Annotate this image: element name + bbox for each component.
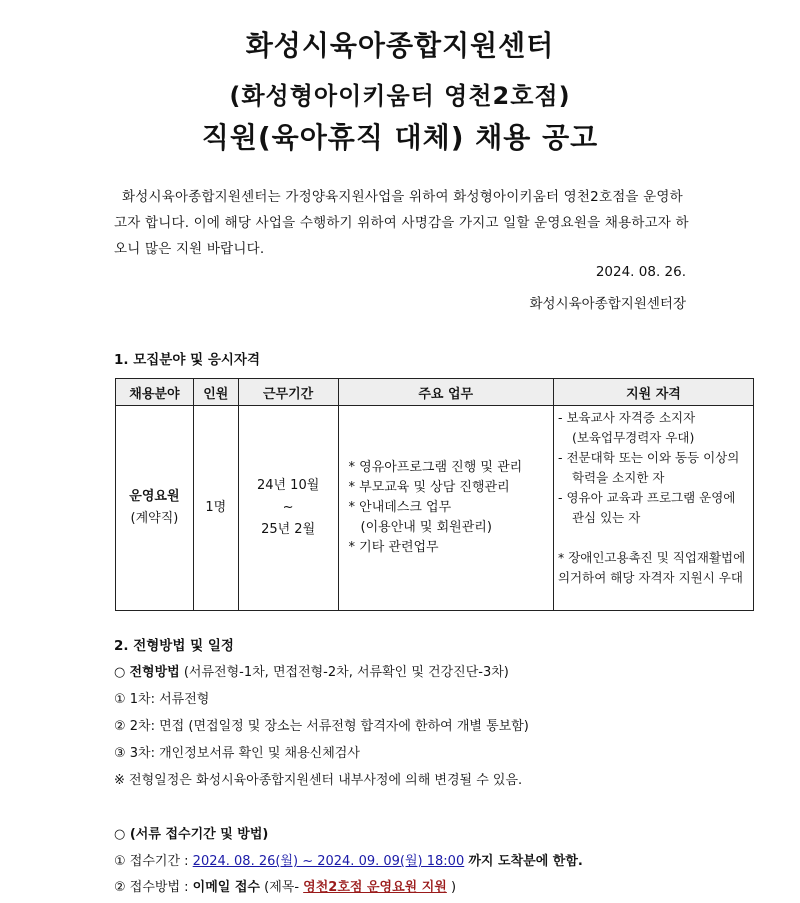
period-separator: ~ (282, 500, 294, 515)
qual-item: - 영유아 교육과 프로그램 운영에 (557, 490, 736, 505)
table-row (116, 406, 754, 611)
qual-item: 학력을 소지한 자 (571, 470, 665, 485)
period-suffix: 까지 도착분에 한함. (468, 854, 583, 869)
announcement-title: 직원(육아휴직 대체) 채용 공고 (201, 121, 599, 154)
header-quals: 지원 자격 (553, 379, 753, 406)
qual-item: * 장애인고용촉진 및 직업재활법에 (557, 550, 746, 565)
step-item: ② 2차: 면접 (면접일정 및 장소는 서류전형 합격자에 한하여 개별 통보함) (114, 719, 529, 734)
section-1-heading: 1. 모집분야 및 응시자격 (114, 352, 260, 368)
step-item: ① 1차: 서류전형 (114, 692, 210, 707)
method-label: 전형방법 (129, 665, 180, 680)
page-subtitle: (화성형아이키움터 영천2호점) (229, 82, 571, 110)
announcement-date: 2024. 08. 26. (595, 264, 686, 280)
duty-item: * 영유아프로그램 진행 및 관리 (348, 460, 523, 475)
qual-item: 의거하여 해당 자격자 지원시 우대 (557, 570, 743, 585)
section-2-heading: 2. 전형방법 및 일정 (114, 638, 234, 654)
email-subject: 영천2호점 운영요원 지원 (303, 880, 447, 895)
cell-quals (553, 406, 753, 611)
qual-spacer (558, 528, 749, 548)
header-period: 근무기간 (238, 379, 338, 406)
period-prefix: ① 접수기간 : (114, 854, 193, 869)
period-end: 25년 2월 (261, 522, 316, 537)
duty-item: (이용안내 및 회원관리) (360, 520, 492, 535)
method-desc: (서류전형-1차, 면접전형-2차, 서류확인 및 건강진단-3차) (183, 665, 509, 680)
duty-item: * 기타 관련업무 (348, 540, 439, 555)
method-paren-close: ) (451, 880, 457, 895)
header-field: 채용분야 (116, 379, 194, 406)
qual-item: (보육업무경력자 우대) (571, 430, 695, 445)
field-note: (계약직) (130, 511, 179, 526)
cell-field (116, 406, 194, 611)
qual-item: - 전문대학 또는 이와 동등 이상의 (557, 450, 740, 465)
method-value: 이메일 접수 (192, 880, 260, 895)
cell-duties (338, 406, 553, 611)
duty-item: * 안내데스크 업무 (348, 500, 452, 515)
page-title: 화성시육아종합지원센터 (245, 29, 555, 62)
signature: 화성시육아종합지원센터장 (529, 296, 686, 312)
section-3-heading: ○ (서류 접수기간 및 방법) (114, 827, 269, 842)
method-bullet: ○ (114, 665, 126, 680)
selection-method (114, 661, 509, 680)
schedule-note: ※ 전형일정은 화성시육아종합지원센터 내부사정에 의해 변경될 수 있음. (114, 773, 523, 788)
cell-period (238, 406, 338, 611)
method-prefix: ② 접수방법 : (114, 880, 193, 895)
intro-paragraph: 화성시육아종합지원센터는 가정양육지원사업을 위하여 화성형아이키움터 영천2호점을 운영하고자 합니다. 이에 해당 사업을 수행하기 위하여 사명감을 가지고 일할 운영요원을 채용하고자 하오니 많은 지원 바랍니다. (114, 189, 689, 257)
header-duties: 주요 업무 (338, 379, 553, 406)
recruitment-table (115, 378, 754, 611)
period-start: 24년 10월 (256, 478, 320, 493)
header-count: 인원 (193, 379, 238, 406)
qual-item: - 보육교사 자격증 소지자 (557, 410, 696, 425)
cell-count: 1명 (193, 406, 238, 611)
field-name: 운영요원 (129, 489, 180, 504)
method-paren-open: (제목- (264, 880, 300, 895)
application-method (114, 876, 456, 895)
duty-item: * 부모교육 및 상담 진행관리 (348, 480, 510, 495)
period-value: 2024. 08. 26(월) ~ 2024. 09. 09(월) 18:00 (192, 854, 465, 869)
step-item: ③ 3차: 개인정보서류 확인 및 채용신체검사 (114, 746, 360, 761)
application-period (114, 850, 583, 869)
table-header-row (116, 379, 754, 406)
qual-item: 관심 있는 자 (571, 510, 641, 525)
